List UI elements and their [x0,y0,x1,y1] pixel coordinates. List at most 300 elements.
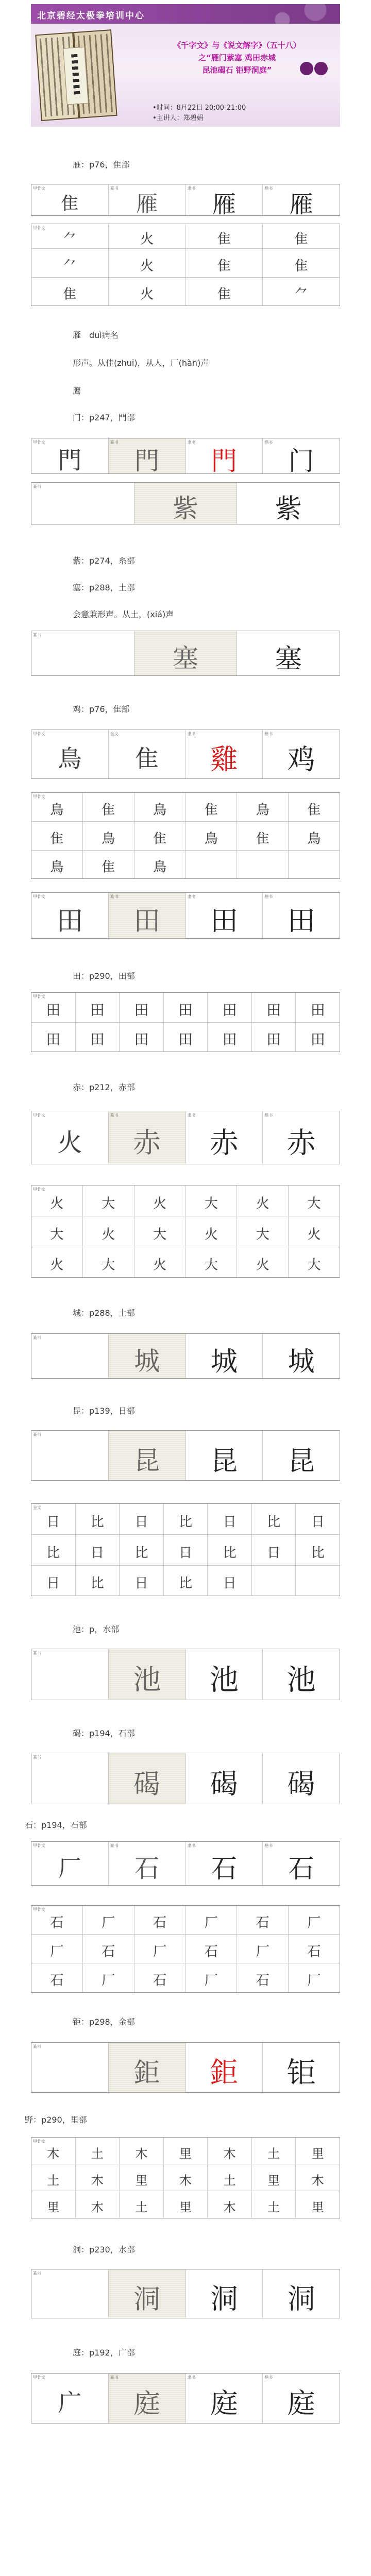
glyph-cell: 甲骨文 ⽕ [31,1185,83,1216]
glyph-cell: 隶书 赤 [186,1111,263,1164]
glyph-table-shi-variants [31,1905,340,1993]
glyph-cell [164,1566,208,1596]
glyph-variant-icon: ⾫ [102,859,115,875]
glyph-clerical-dong: 洞 [210,2282,238,2315]
glyph-cell [252,1023,296,1052]
glyph-cell [263,1334,340,1378]
glyph-cell [252,1504,296,1534]
glyph-cell: 隶书 雞 [186,730,263,778]
glyph-regular-jie: 碣 [287,1767,315,1800]
glyph-cell: 隶书 石 [186,1842,263,1885]
glyph-variant-icon: ⽯ [256,1914,269,1930]
glyph-oracle-yan: ⾫ [61,193,79,214]
glyph-cell [83,1935,134,1963]
glyph-cell [237,1247,289,1277]
glyph-variant-icon: ⽕ [153,1195,167,1211]
glyph-variant-icon: ⽇ [179,1545,193,1561]
glyph-variant-icon: 田 [310,1031,325,1048]
glyph-cell: 篆书 庭 [109,2374,186,2423]
glyph-regular-men: 门 [288,446,314,473]
glyph-table-shi [31,1841,340,1886]
glyph-cell [237,822,289,850]
glyph-cell [263,2043,340,2092]
glyph-variant-icon: ⼚ [204,1973,218,1989]
glyph-cell [289,1935,340,1963]
glyph-clerical-chi2: 池 [209,1663,239,1697]
glyph-table-ji [31,730,340,779]
glyph-cell [31,1247,83,1277]
glyph-variant-icon: ⾫ [102,802,115,818]
glyph-cell [109,2269,186,2318]
glyph-cell: 篆书 門 [109,438,186,473]
glyph-seal-ju: 鉅 [133,2058,161,2089]
glyph-variant-icon: ⾫ [294,258,308,274]
glyph-variant-icon: ⿃ [307,831,321,846]
glyph-cell [289,1216,340,1247]
glyph-cell [76,2138,120,2164]
glyph-cell [76,1566,120,1596]
glyph-cell: 篆书 [31,1431,109,1480]
glyph-cell [120,2191,164,2218]
glyph-variant-icon: ⽊ [179,2173,192,2188]
glyph-cell [83,1247,134,1277]
glyph-cell [289,1185,340,1216]
glyph-table-kun-variants [31,1503,340,1596]
glyph-seal-tian: 田 [133,906,161,937]
glyph-cell: 甲骨文 ⿃ [31,730,109,778]
glyph-cell: 隶书 田 [186,893,263,938]
glyph-cell [109,1753,186,1804]
glyph-cell [31,2191,76,2218]
glyph-regular-shi: 石 [288,1853,314,1884]
glyph-cell [186,2043,263,2092]
banner-meta [153,103,246,124]
glyph-variant-icon: ⼤ [256,1226,269,1242]
glyph-cell: 甲骨文 ⾫ [31,184,109,215]
glyph-variant-icon: ⾫ [217,231,231,247]
glyph-variant-icon: ⼟ [135,2200,148,2215]
glyph-cell [120,1566,164,1596]
glyph-cell [164,1535,208,1565]
glyph-cell: 篆书 [31,1753,109,1804]
glyph-cell [263,278,340,306]
glyph-cell [237,1185,289,1216]
glyph-variant-icon: ⽊ [91,2200,104,2215]
glyph-variant-icon: 田 [46,1031,61,1048]
glyph-cell: 楷书 门 [263,438,340,473]
glyph-variant-icon: ⼚ [256,1943,269,1959]
glyph-seal-shi: 石 [134,1854,160,1884]
glyph-variant-icon: ⽇ [267,1545,281,1561]
glyph-cell [83,1216,134,1247]
glyph-variant-icon: ⽕ [140,231,154,247]
glyph-variant-icon: ⽇ [311,1514,325,1530]
glyph-regular-ting: 庭 [287,2387,315,2420]
glyph-variant-icon: 田 [46,1001,61,1019]
section-heading-men: 门：p247，門部 [73,413,135,422]
glyph-seal-ting: 庭 [133,2388,161,2420]
glyph-cell [289,793,340,821]
glyph-variant-icon: ⾫ [294,231,308,247]
glyph-clerical-men: 門 [211,446,237,473]
glyph-regular-yan: 雁 [289,190,313,215]
glyph-cell [31,1963,83,1992]
section-heading-zi: 紫：p274，糸部 [73,556,135,566]
glyph-cell [186,2269,263,2318]
glyph-cell [185,1247,237,1277]
glyph-table-chi [31,1111,340,1164]
glyph-cell [252,2164,296,2191]
glyph-seal-men: 門 [134,447,160,473]
glyph-clerical-shi: 石 [211,1853,237,1884]
glyph-cell: 楷书 雁 [263,184,340,215]
glyph-cell: 篆书 [31,631,134,675]
glyph-cell: 金文 ⽇ [31,1504,76,1534]
glyph-cell [120,2138,164,2164]
glyph-cell [186,1649,263,1700]
section-note-yan-3: 鹰 [73,386,81,396]
glyph-cell [120,2164,164,2191]
glyph-variant-icon: ⾫ [217,286,231,302]
glyph-cell [296,2191,340,2218]
glyph-variant-icon: ⽕ [256,1195,269,1211]
glyph-cell: 篆书 石 [109,1842,186,1885]
glyph-oracle-chi: ⽕ [57,1128,82,1158]
glyph-clerical-tian: 田 [210,904,238,937]
glyph-variant-icon: ⽯ [153,1914,167,1930]
glyph-variant-icon: ⿃ [204,831,218,846]
glyph-regular-cheng: 城 [288,1346,315,1378]
section-note-sai: 会意兼形声。从土，(xiá)声 [73,609,174,619]
glyph-variant-icon: ⽇ [46,1575,60,1591]
glyph-variant-icon: ⼚ [102,1914,115,1930]
glyph-cell [83,1906,134,1934]
glyph-cell [237,1935,289,1963]
glyph-seal-chi: 赤 [133,1126,161,1159]
glyph-seal-chi2: 池 [133,1663,161,1696]
glyph-cell: 隶书 雁 [186,184,263,215]
glyph-cell [120,1504,164,1534]
section-heading-sai: 塞：p288，土部 [73,583,135,592]
glyph-variant-icon: ⽐ [90,1575,104,1591]
glyph-variant-icon: 田 [90,1001,105,1019]
glyph-cell [31,1566,76,1596]
glyph-variant-icon: ⾥ [179,2146,192,2161]
glyph-cell [185,1216,237,1247]
glyph-variant-icon: ⽕ [204,1226,218,1242]
glyph-variant-icon: ⽊ [311,2173,324,2188]
glyph-cell [76,2191,120,2218]
glyph-cell [237,1906,289,1934]
glyph-variant-icon: ⼤ [307,1195,321,1211]
glyph-variant-icon: ⽯ [153,1973,167,1989]
glyph-cell [237,1963,289,1992]
glyph-cell [76,993,120,1022]
glyph-cell [263,1753,340,1804]
glyph-regular-sai: 塞 [275,643,302,675]
glyph-cell [164,2191,208,2218]
glyph-clerical-kun: 昆 [210,1446,238,1477]
glyph-variant-icon: ⽇ [134,1514,148,1530]
glyph-variant-icon: ⽐ [134,1545,148,1561]
glyph-variant-icon: ⼤ [307,1257,321,1273]
glyph-variant-icon: ⽕ [50,1195,64,1211]
glyph-cell: 篆书 [31,2269,109,2318]
glyph-cell: 甲骨文 ⽊ [31,2138,76,2164]
glyph-cell [76,2164,120,2191]
glyph-cell [185,822,237,850]
glyph-cell [237,631,340,675]
swirl-decoration-icon [258,4,340,24]
glyph-variant-icon: ⽊ [47,2146,60,2161]
glyph-cell [109,249,186,277]
glyph-clerical-jie: 碣 [210,1767,238,1800]
glyph-variant-icon: ⽕ [307,1226,321,1242]
glyph-cell [185,1963,237,1992]
glyph-cell [164,2164,208,2191]
glyph-cell [83,1185,134,1216]
glyph-variant-icon: ⿃ [50,802,64,818]
section-heading-cheng: 城：p288，土部 [73,1308,135,1318]
glyph-cell [134,851,186,878]
glyph-variant-icon: ⼚ [307,1973,321,1989]
seal-logo-icon [299,60,329,77]
glyph-variant-icon: ⼟ [267,2200,280,2215]
glyph-cell: 篆书 田 [109,893,186,938]
glyph-variant-icon: 田 [266,1001,281,1019]
glyph-cell [289,851,340,878]
glyph-variant-icon: ⿃ [153,859,167,875]
glyph-cell [185,793,237,821]
glyph-cell [120,993,164,1022]
glyph-seal-kun: 昆 [134,1445,160,1476]
glyph-cell [263,2269,340,2318]
lecture-banner [31,4,340,127]
glyph-variant-icon: ⿃ [50,859,64,875]
glyph-variant-icon: ⽐ [46,1545,60,1561]
glyph-variant-icon: ⼤ [204,1195,218,1211]
section-heading-chi2: 池：p，水部 [73,1624,120,1634]
glyph-cell [185,1906,237,1934]
glyph-cell [134,1906,186,1934]
glyph-cell [164,993,208,1022]
glyph-cell [208,1023,252,1052]
glyph-clerical-yan: 雁 [212,190,236,215]
glyph-cell [31,1023,76,1052]
banner-title-line-3: 昆池碣石 钜野洞庭” [202,65,272,75]
glyph-variant-icon: ⼤ [153,1226,167,1242]
section-heading-ju: 钜：p298，金部 [73,2017,135,2027]
glyph-cell: 甲骨文 田 [31,893,109,938]
glyph-table-ting [31,2373,340,2424]
glyph-cell: 甲骨文 田 [31,993,76,1022]
glyph-table-ye-variants [31,2137,340,2218]
glyph-variant-icon: ⽇ [134,1575,148,1591]
glyph-cell [186,1334,263,1378]
glyph-cell [252,1566,296,1596]
glyph-variant-icon: ⽕ [50,1257,64,1273]
glyph-cell: 篆书 雁 [109,184,186,215]
glyph-variant-icon: ⽕ [256,1257,269,1273]
glyph-regular-ju: 钜 [286,2056,316,2090]
glyph-clerical-ting: 庭 [210,2387,238,2420]
glyph-cell [252,2191,296,2218]
glyph-cell: 楷书 石 [263,1842,340,1885]
glyph-regular-kun: 昆 [288,1446,315,1477]
glyph-variant-icon: ⽕ [102,1226,115,1242]
glyph-variant-icon: ⾫ [153,831,167,846]
glyph-regular-ji: 鸡 [287,743,315,776]
banner-header-bar [31,4,340,24]
glyph-cell [134,1216,186,1247]
glyph-variant-icon: ⼚ [50,1943,64,1959]
glyph-variant-icon: ⽯ [256,1973,269,1989]
glyph-regular-chi: 赤 [286,1126,316,1160]
glyph-variant-icon: ⽇ [46,1514,60,1530]
glyph-variant-icon: ⾫ [256,831,269,846]
glyph-table-ji-variants [31,792,340,879]
glyph-variant-icon: ⾥ [267,2173,280,2188]
glyph-variant-icon: ⼤ [204,1257,218,1273]
section-heading-jie: 碣：p194，石部 [73,1728,135,1738]
glyph-cell [208,2191,252,2218]
glyph-cell [186,224,263,248]
glyph-oracle-ting: ⼴ [58,2388,82,2417]
glyph-table-men [31,438,340,474]
glyph-cell [134,483,238,524]
glyph-table-tian [31,892,340,939]
glyph-variant-icon: ⿃ [102,831,115,846]
glyph-cell [237,851,289,878]
glyph-table-yan-2 [31,224,340,306]
glyph-cell [109,1431,186,1480]
glyph-variant-icon: ⼤ [102,1195,115,1211]
glyph-cell: 甲骨文 ⽯ [31,1906,83,1934]
glyph-variant-icon: ⼚ [153,1943,167,1959]
glyph-variant-icon: ⽯ [50,1973,64,1989]
glyph-cell [83,851,134,878]
glyph-regular-zi: 紫 [275,494,302,524]
glyph-variant-icon: ⾫ [50,831,64,846]
glyph-table-chi2 [31,1649,340,1700]
glyph-table-ju [31,2042,340,2093]
glyph-cell [76,1535,120,1565]
glyph-oracle-shi: ⼚ [58,1855,81,1882]
glyph-cell [164,1504,208,1534]
glyph-variant-icon: ⼟ [47,2173,60,2188]
glyph-cell [289,822,340,850]
glyph-cell [164,1023,208,1052]
glyph-clerical-ji: 雞 [210,743,238,776]
glyph-cell [31,851,83,878]
glyph-variant-icon: ⽯ [307,1943,321,1959]
glyph-cell [31,249,109,277]
glyph-variant-icon: ⼟ [223,2173,236,2188]
glyph-cell [164,2138,208,2164]
glyph-seal-yan: 雁 [136,191,158,215]
banner-title-line-1: 《千字文》与《说文解字》（五十八） [173,41,301,50]
glyph-variant-icon: ⽊ [223,2146,236,2161]
glyph-cell [252,2138,296,2164]
glyph-cell: 楷书 田 [263,893,340,938]
glyph-cell [185,851,237,878]
glyph-cell: 篆书 [31,1649,109,1700]
glyph-variant-icon: ⾫ [217,258,231,274]
page [0,4,371,2576]
glyph-variant-icon: ⼤ [50,1226,64,1242]
glyph-cell [252,1535,296,1565]
glyph-variant-icon: ⾥ [311,2200,324,2215]
glyph-table-yan-1 [31,184,340,216]
section-heading-yan: 雁：p76，隹部 [73,160,130,170]
glyph-variant-icon: 田 [222,1001,237,1019]
glyph-variant-icon: 田 [90,1031,105,1048]
glyph-variant-icon: 田 [222,1031,237,1048]
glyph-cell [186,1753,263,1804]
glyph-cell [263,224,340,248]
glyph-cell [134,631,238,675]
glyph-variant-icon: ⽇ [223,1514,237,1530]
glyph-table-tian-variants [31,992,340,1052]
ancient-book-image [35,29,118,122]
glyph-variant-icon: ⽊ [135,2146,148,2161]
glyph-cell [208,993,252,1022]
glyph-variant-icon: ⾫ [307,802,321,818]
glyph-cell: 甲骨文 ⼚ [31,1842,109,1885]
glyph-table-zi [31,482,340,524]
glyph-clerical-ju: 鉅 [209,2056,239,2090]
section-heading-ji: 鸡：p76，隹部 [73,704,130,714]
glyph-table-jie [31,1753,340,1804]
section-heading-chi: 赤：p212，赤部 [73,1082,135,1092]
glyph-variant-icon: ⽕ [153,1257,167,1273]
glyph-variant-icon: ⽐ [90,1514,104,1530]
glyph-cell [208,1504,252,1534]
glyph-variant-icon: 田 [266,1031,281,1048]
glyph-clerical-chi: 赤 [209,1126,239,1160]
banner-speaker: •主讲人：郑碧娟 [153,114,204,122]
glyph-cell [237,483,340,524]
glyph-variant-icon: 田 [134,1031,149,1048]
glyph-cell [185,1185,237,1216]
glyph-cell [186,278,263,306]
glyph-cell [134,1963,186,1992]
glyph-cell [109,2043,186,2092]
glyph-variant-icon: ⽊ [223,2200,236,2215]
section-note-yan-2: 形声。从佳(zhuī)，从人，厂(hàn)声 [73,358,209,368]
glyph-cell [134,793,186,821]
glyph-cell [296,1023,340,1052]
glyph-cell [120,1023,164,1052]
glyph-variant-icon: ⽇ [223,1575,237,1591]
glyph-cell [83,793,134,821]
glyph-seal-cheng: 城 [134,1346,160,1376]
section-heading-shi: 石：p194，石部 [25,1820,87,1830]
glyph-variant-icon: 田 [310,1001,325,1019]
glyph-cell [109,1649,186,1700]
glyph-cell: 隶书 門 [186,438,263,473]
glyph-cell [134,1935,186,1963]
glyph-variant-icon: ⽇ [90,1545,104,1561]
glyph-cell [296,1504,340,1534]
glyph-cell [31,278,109,306]
section-note-yan-1: 雁 duì病名 [73,330,119,340]
glyph-cell [186,1431,263,1480]
glyph-oracle-men: ⾨ [58,446,82,473]
glyph-cell: 篆书 [31,2043,109,2092]
glyph-bronze-ji: ⾫ [135,744,159,773]
glyph-cell [263,1431,340,1480]
